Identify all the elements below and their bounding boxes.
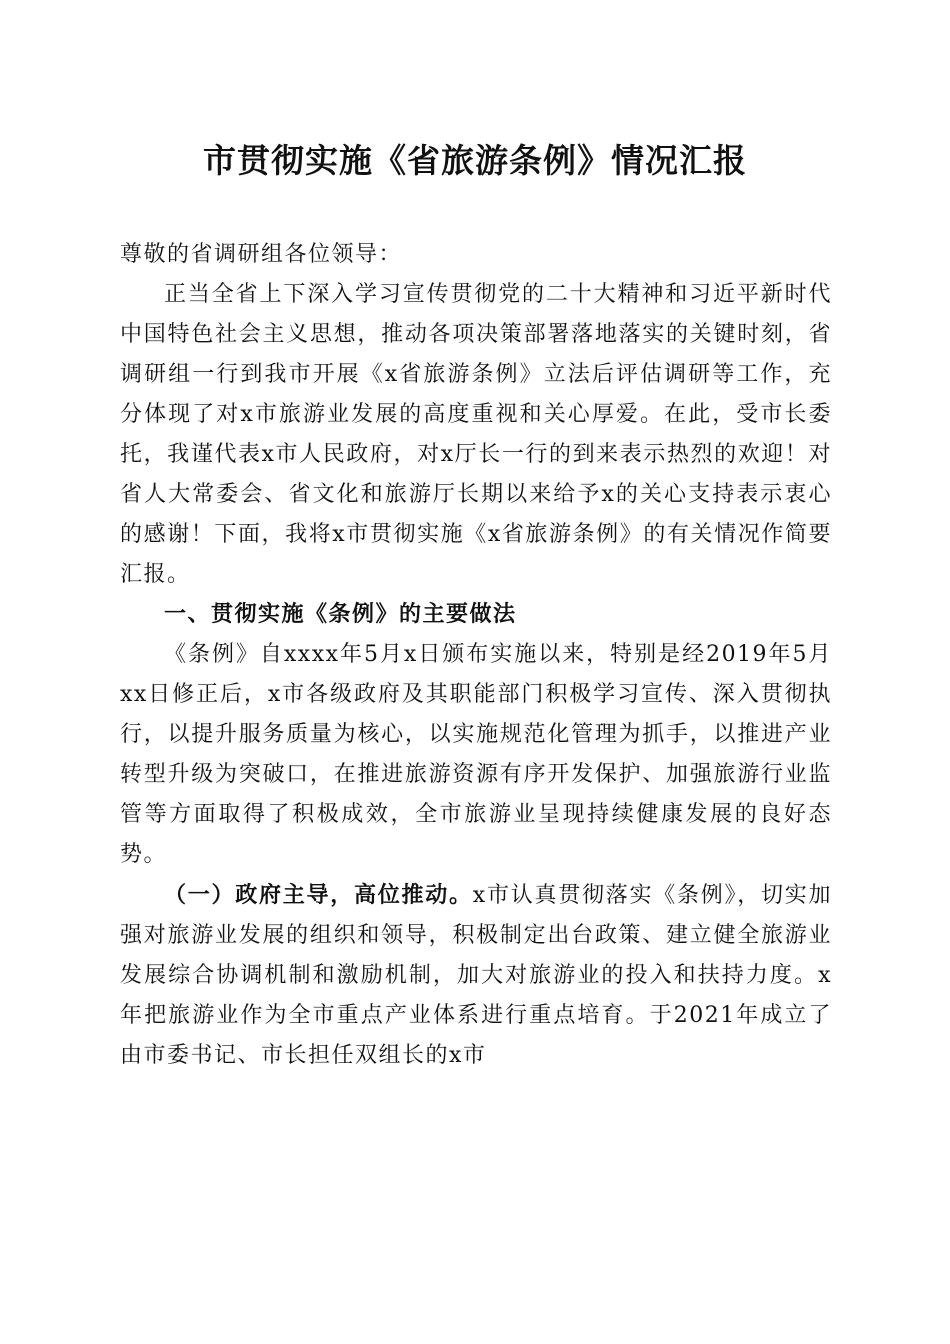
intro-paragraph: 正当全省上下深入学习宣传贯彻党的二十大精神和习近平新时代中国特色社会主义思想，推动各项决策部署落地落实的关键时刻，省调研组一行到我市开展《x省旅游条例》立法后评估调研等工作，充分体现了对x市旅游业发展的高度重视和关心厚爱。在此，受市长委托，我谨代表x市人民政府，对x厅长一行的到来表示热烈的欢迎！对省人大常委会、省文化和旅游厅长期以来给予x的关心支持表示衷心的感谢！下面，我将x市贯彻实施《x省旅游条例》的有关情况作简要汇报。 xyxy=(120,282,832,587)
section-heading-1: 一、贯彻实施《条例》的主要做法 xyxy=(164,602,517,627)
subsection-1-paragraph xyxy=(120,875,832,1076)
salutation: 尊敬的省调研组各位领导： xyxy=(120,242,403,267)
document-body xyxy=(120,235,832,1076)
section-1-paragraph: 《条例》自xxxx年5月x日颁布实施以来，特别是经2019年5月xx日修正后，x市各级政府及其职能部门积极学习宣传、深入贯彻执行，以提升服务质量为核心，以实施规范化管理为抓手，以推进产业转型升级为突破口，在推进旅游资源有序开发保护、加强旅游行业监管等方面取得了积极成效，全市旅游业呈现持续健康发展的良好态势。 xyxy=(120,642,832,867)
document-title: 市贯彻实施《省旅游条例》情况汇报 xyxy=(203,141,747,180)
subsection-heading-1: （一）政府主导，高位推动。 xyxy=(164,882,473,908)
subsection-1-text: x市认真贯彻落实《条例》，切实加强对旅游业发展的组织和领导，积极制定出台政策、建立健全旅游业发展综合协调机制和激励机制，加大对旅游业的投入和扶持力度。x年把旅游业作为全市重点产业体系进行重点培育。于2021年成立了由市委书记、市长担任双组长的x市 xyxy=(120,883,832,1068)
